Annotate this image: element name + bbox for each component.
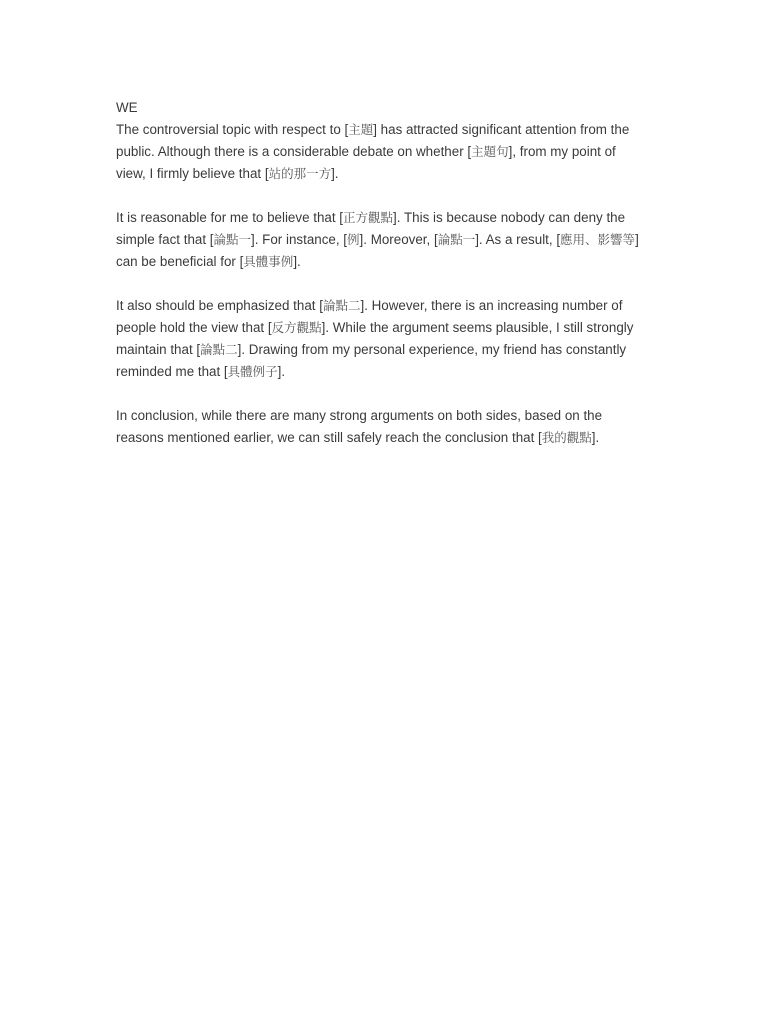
paragraph-text: ]. However, there is an increasing number of people hold the view that [	[116, 298, 623, 335]
placeholder-text: 例	[347, 232, 360, 247]
paragraph-text: ].	[331, 166, 339, 181]
placeholder-text: 應用、影響等	[560, 232, 636, 247]
paragraph-text: In conclusion, while there are many strong arguments on both sides, based on the reasons mentioned earlier, we can still safely reach the conclusion that [	[116, 408, 603, 445]
paragraph-text: ].	[293, 254, 301, 269]
paragraph-text: ]. This is because nobody can deny the simple fact that [	[116, 210, 626, 247]
placeholder-text: 具體事例	[243, 254, 294, 269]
placeholder-text: 論點一	[437, 232, 476, 247]
placeholder-text: 主題	[348, 122, 374, 137]
placeholder-text: 論點二	[200, 342, 238, 357]
paragraph	[116, 295, 648, 383]
paragraph	[116, 405, 648, 449]
paragraph-text: The controversial topic with respect to [	[116, 122, 349, 137]
paragraph-text: ]. As a result, [	[475, 232, 561, 247]
document-heading: WE	[116, 100, 138, 115]
placeholder-text: 正方觀點	[343, 210, 394, 225]
placeholder-text: 我的觀點	[541, 430, 592, 445]
placeholder-text: 具體例子	[227, 364, 278, 379]
paragraph-text: ]. For instance, [	[251, 232, 348, 247]
paragraph-text: ], from my point of view, I firmly believe that [	[116, 144, 616, 181]
paragraph	[116, 207, 648, 273]
paragraph-text: ]. While the argument seems plausible, I still strongly maintain that [	[116, 320, 634, 357]
paragraph-text: It is reasonable for me to believe that [	[116, 210, 344, 225]
placeholder-text: 主題句	[471, 144, 509, 159]
paragraph	[116, 119, 648, 185]
placeholder-text: 論點一	[213, 232, 252, 247]
placeholder-text: 站的那一方	[268, 166, 332, 181]
paragraph-text: It also should be emphasized that [	[116, 298, 323, 313]
paragraph-text: ].	[591, 430, 600, 445]
paragraph-text: ]. Moreover, [	[359, 232, 438, 247]
paragraph-text: ]. Drawing from my personal experience, my friend has constantly reminded me that [	[116, 342, 627, 379]
placeholder-text: 反方觀點	[271, 320, 322, 335]
paragraph-text: ] can be beneficial for [	[116, 232, 639, 269]
paragraph-text: ].	[277, 364, 286, 379]
paragraph-text: ] has attracted significant attention from the public. Although there is a considerable debate on whether [	[116, 122, 630, 159]
placeholder-text: 論點二	[322, 298, 361, 313]
document-page	[116, 97, 648, 471]
document-body	[116, 119, 648, 449]
